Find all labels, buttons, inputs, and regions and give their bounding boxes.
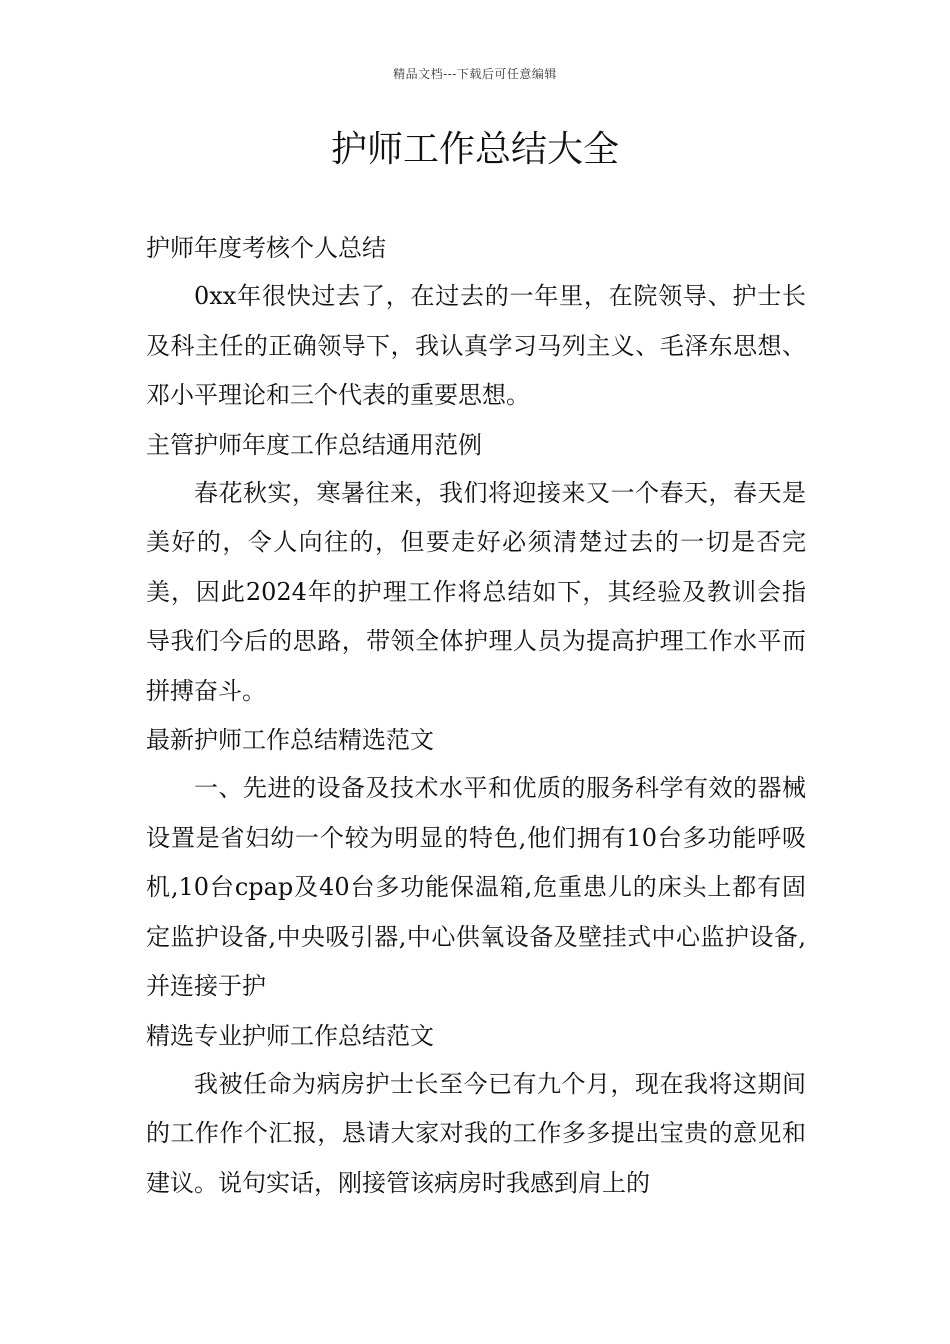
section [146,716,806,1012]
section [146,1012,806,1209]
section-paragraph: 0xx年很快过去了，在过去的一年里，在院领导、护士长及科主任的正确领导下，我认真学习马列主义、毛泽东思想、邓小平理论和三个代表的重要思想。 [146,282,806,409]
section-heading: 精选专业护师工作总结范文 [146,1021,434,1050]
section-paragraph: 一、先进的设备及技术水平和优质的服务科学有效的器械设置是省妇幼一个较为明显的特色,他们拥有10台多功能呼吸机,10台cpap及40台多功能保温箱,危重患儿的床头上都有固定监护设备,中央吸引器,中心供氧设备及壁挂式中心监护设备,并连接于护 [146,774,806,1000]
section-heading: 主管护师年度工作总结通用范例 [146,430,482,459]
section-paragraph: 春花秋实，寒暑往来，我们将迎接来又一个春天，春天是美好的，令人向往的，但要走好必须清楚过去的一切是否完美，因此2024年的护理工作将总结如下，其经验及教训会指导我们今后的思路，带领全体护理人员为提高护理工作水平而拼搏奋斗。 [146,478,806,705]
page-header: 精品文档---下载后可任意编辑 [393,67,557,81]
section [146,224,806,421]
document-body [146,224,806,1208]
document-title: 护师工作总结大全 [330,129,619,170]
section-paragraph: 我被任命为病房护士长至今已有九个月，现在我将这期间的工作作个汇报，恳请大家对我的工作多多提出宝贵的意见和建议。说句实话，刚接管该病房时我感到肩上的 [146,1069,806,1197]
section [146,421,806,717]
section-heading: 护师年度考核个人总结 [146,234,386,262]
section-heading: 最新护师工作总结精选范文 [146,726,434,754]
